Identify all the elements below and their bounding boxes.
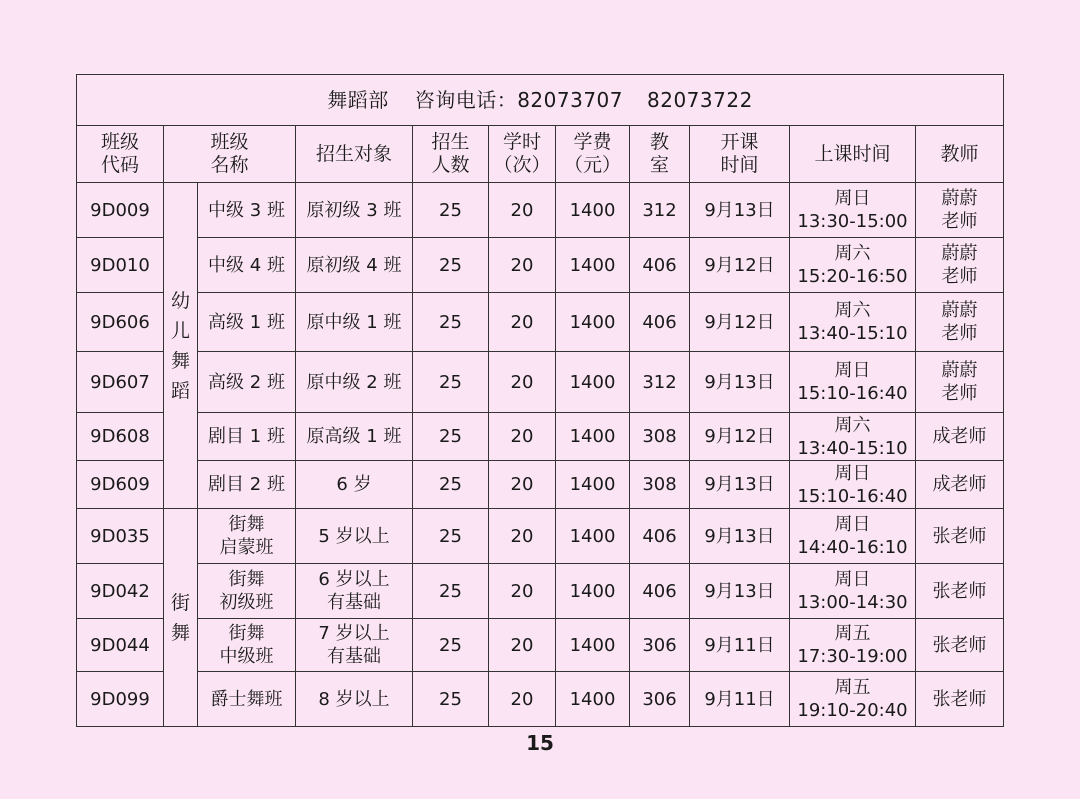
enroll-count: 25 — [413, 183, 489, 238]
start-date: 9月13日 — [690, 461, 790, 509]
schedule-sheet — [76, 74, 1003, 727]
class-code: 9D044 — [77, 619, 164, 672]
class-name: 剧目 2 班 — [198, 461, 296, 509]
classroom: 306 — [630, 672, 690, 727]
table-row — [77, 293, 1004, 352]
class-name: 爵士舞班 — [198, 672, 296, 727]
enroll-count: 25 — [413, 293, 489, 352]
classroom: 406 — [630, 293, 690, 352]
enroll-target: 7 岁以上 有基础 — [296, 619, 413, 672]
start-date: 9月11日 — [690, 619, 790, 672]
tuition-fee: 1400 — [556, 352, 630, 413]
classroom: 308 — [630, 413, 690, 461]
class-name: 高级 2 班 — [198, 352, 296, 413]
page-number: 15 — [526, 731, 554, 755]
enroll-target: 8 岁以上 — [296, 672, 413, 727]
classroom: 406 — [630, 509, 690, 564]
start-date: 9月13日 — [690, 564, 790, 619]
teacher: 张老师 — [916, 619, 1004, 672]
teacher: 蔚蔚 老师 — [916, 183, 1004, 238]
class-hours: 20 — [489, 509, 556, 564]
class-code: 9D099 — [77, 672, 164, 727]
enroll-count: 25 — [413, 672, 489, 727]
tuition-fee: 1400 — [556, 509, 630, 564]
table-row — [77, 352, 1004, 413]
table-row — [77, 461, 1004, 509]
class-name: 中级 3 班 — [198, 183, 296, 238]
classroom: 406 — [630, 564, 690, 619]
teacher: 张老师 — [916, 672, 1004, 727]
class-code: 9D608 — [77, 413, 164, 461]
group-kids-dance: 幼 儿 舞 蹈 — [164, 183, 198, 509]
tuition-fee: 1400 — [556, 619, 630, 672]
tuition-fee: 1400 — [556, 672, 630, 727]
header-teacher: 教师 — [916, 126, 1004, 183]
teacher: 张老师 — [916, 509, 1004, 564]
class-time: 周六 15:20-16:50 — [790, 238, 916, 293]
class-hours: 20 — [489, 238, 556, 293]
teacher: 张老师 — [916, 564, 1004, 619]
enroll-count: 25 — [413, 413, 489, 461]
header-row — [77, 126, 1004, 183]
tuition-fee: 1400 — [556, 413, 630, 461]
enroll-count: 25 — [413, 352, 489, 413]
class-hours: 20 — [489, 564, 556, 619]
tuition-fee: 1400 — [556, 238, 630, 293]
enroll-target: 6 岁以上 有基础 — [296, 564, 413, 619]
tuition-fee: 1400 — [556, 564, 630, 619]
teacher: 成老师 — [916, 461, 1004, 509]
class-time: 周日 15:10-16:40 — [790, 352, 916, 413]
classroom: 308 — [630, 461, 690, 509]
header-name: 班级 名称 — [164, 126, 296, 183]
class-hours: 20 — [489, 619, 556, 672]
tuition-fee: 1400 — [556, 461, 630, 509]
class-code: 9D606 — [77, 293, 164, 352]
class-name: 高级 1 班 — [198, 293, 296, 352]
class-time: 周日 13:00-14:30 — [790, 564, 916, 619]
group-street-dance: 街 舞 — [164, 509, 198, 727]
header-target: 招生对象 — [296, 126, 413, 183]
class-code: 9D035 — [77, 509, 164, 564]
header-hours: 学时 （次） — [489, 126, 556, 183]
enroll-target: 原高级 1 班 — [296, 413, 413, 461]
enroll-target: 原中级 1 班 — [296, 293, 413, 352]
table-body — [77, 183, 1004, 727]
header-enroll: 招生 人数 — [413, 126, 489, 183]
teacher: 蔚蔚 老师 — [916, 352, 1004, 413]
class-time: 周五 19:10-20:40 — [790, 672, 916, 727]
start-date: 9月13日 — [690, 352, 790, 413]
table-row — [77, 183, 1004, 238]
table-row — [77, 413, 1004, 461]
class-hours: 20 — [489, 672, 556, 727]
enroll-target: 5 岁以上 — [296, 509, 413, 564]
tuition-fee: 1400 — [556, 293, 630, 352]
enroll-count: 25 — [413, 509, 489, 564]
class-schedule-table — [76, 74, 1004, 727]
classroom: 312 — [630, 352, 690, 413]
class-time: 周五 17:30-19:00 — [790, 619, 916, 672]
class-time: 周六 13:40-15:10 — [790, 293, 916, 352]
class-name: 街舞 中级班 — [198, 619, 296, 672]
enroll-target: 6 岁 — [296, 461, 413, 509]
classroom: 312 — [630, 183, 690, 238]
table-row — [77, 619, 1004, 672]
start-date: 9月12日 — [690, 238, 790, 293]
class-code: 9D607 — [77, 352, 164, 413]
class-hours: 20 — [489, 183, 556, 238]
start-date: 9月12日 — [690, 413, 790, 461]
teacher: 蔚蔚 老师 — [916, 293, 1004, 352]
class-time: 周日 14:40-16:10 — [790, 509, 916, 564]
header-code: 班级 代码 — [77, 126, 164, 183]
table-row — [77, 564, 1004, 619]
header-time: 上课时间 — [790, 126, 916, 183]
start-date: 9月11日 — [690, 672, 790, 727]
teacher: 成老师 — [916, 413, 1004, 461]
class-hours: 20 — [489, 352, 556, 413]
header-fee: 学费 （元） — [556, 126, 630, 183]
class-hours: 20 — [489, 461, 556, 509]
contact-phone-1: 咨询电话：82073707 — [414, 87, 623, 112]
enroll-target: 原中级 2 班 — [296, 352, 413, 413]
start-date: 9月13日 — [690, 509, 790, 564]
class-name: 剧目 1 班 — [198, 413, 296, 461]
classroom: 406 — [630, 238, 690, 293]
class-hours: 20 — [489, 413, 556, 461]
class-code: 9D609 — [77, 461, 164, 509]
class-time: 周日 15:10-16:40 — [790, 461, 916, 509]
class-time: 周日 13:30-15:00 — [790, 183, 916, 238]
class-code: 9D010 — [77, 238, 164, 293]
table-title — [77, 75, 1004, 126]
enroll-count: 25 — [413, 461, 489, 509]
class-code: 9D042 — [77, 564, 164, 619]
class-code: 9D009 — [77, 183, 164, 238]
enroll-target: 原初级 3 班 — [296, 183, 413, 238]
tuition-fee: 1400 — [556, 183, 630, 238]
header-start: 开课 时间 — [690, 126, 790, 183]
classroom: 306 — [630, 619, 690, 672]
enroll-count: 25 — [413, 564, 489, 619]
contact-phone-2: 82073722 — [647, 87, 753, 112]
enroll-count: 25 — [413, 619, 489, 672]
class-name: 街舞 启蒙班 — [198, 509, 296, 564]
enroll-target: 原初级 4 班 — [296, 238, 413, 293]
dept-name: 舞蹈部 — [327, 87, 389, 112]
teacher: 蔚蔚 老师 — [916, 238, 1004, 293]
start-date: 9月13日 — [690, 183, 790, 238]
class-name: 街舞 初级班 — [198, 564, 296, 619]
class-hours: 20 — [489, 293, 556, 352]
table-row — [77, 672, 1004, 727]
title-row — [77, 75, 1004, 126]
class-name: 中级 4 班 — [198, 238, 296, 293]
class-time: 周六 13:40-15:10 — [790, 413, 916, 461]
table-row — [77, 238, 1004, 293]
table-row — [77, 509, 1004, 564]
header-room: 教 室 — [630, 126, 690, 183]
enroll-count: 25 — [413, 238, 489, 293]
start-date: 9月12日 — [690, 293, 790, 352]
